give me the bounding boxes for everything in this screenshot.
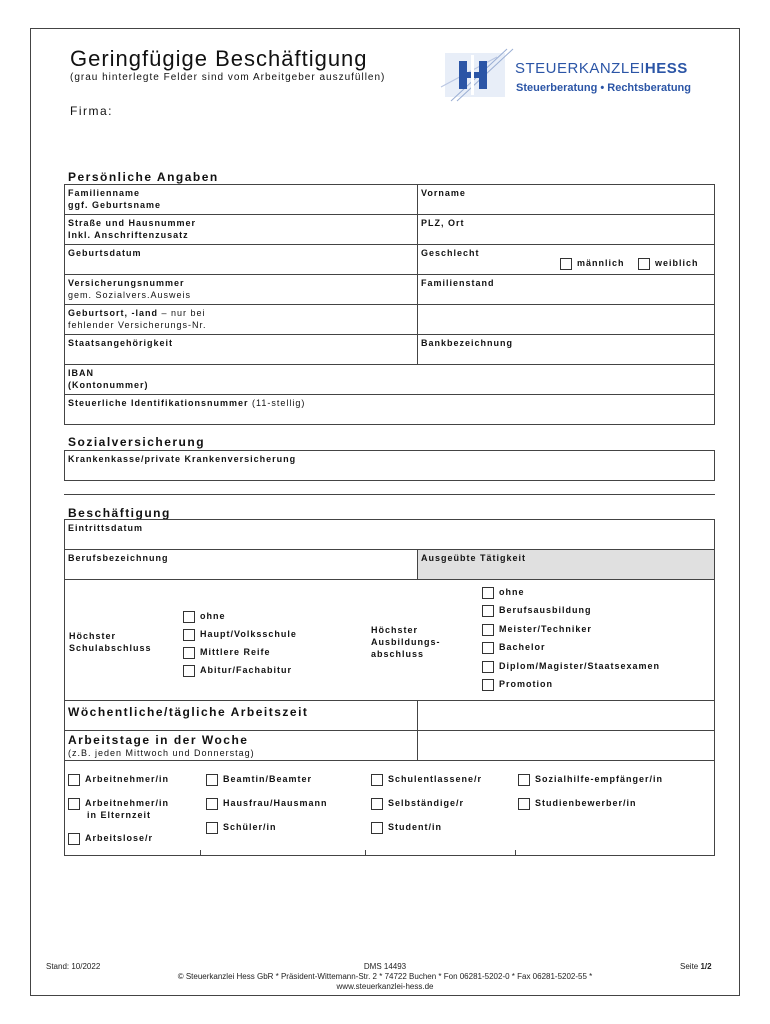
checkbox-box[interactable] [183,665,195,677]
checkbox-box[interactable] [68,833,80,845]
field-arbeitszeit[interactable]: Wöchentliche/tägliche Arbeitszeit [64,700,418,731]
checkbox-box[interactable] [560,258,572,270]
section-title-employment: Beschäftigung [68,506,171,520]
field-arbeitszeit-value[interactable] [417,700,715,731]
field-vorname[interactable]: Vorname [417,184,715,215]
tick-mark [515,850,516,856]
checkbox-schul-haupt[interactable]: Haupt/Volksschule [183,627,297,641]
checkbox-box[interactable] [206,798,218,810]
ausbildung-label: Höchster Ausbildungs- abschluss [371,625,441,659]
checkbox-schulentlassene[interactable]: Schulentlassene/r [371,772,482,786]
divider [64,494,715,495]
field-geburtsdatum[interactable]: Geburtsdatum [64,244,418,275]
checkbox-ausb-ohne[interactable]: ohne [482,585,525,599]
schulabschluss-label: Höchster Schulabschluss [69,631,152,653]
field-taetigkeit[interactable]: Ausgeübte Tätigkeit [417,549,715,580]
field-geburtsort[interactable]: Geburtsort, -land – nur bei fehlender Versicherungs-Nr. [64,304,418,335]
field-iban[interactable]: IBAN (Kontonummer) [64,364,715,395]
checkbox-box[interactable] [206,774,218,786]
footer-web: www.steuerkanzlei-hess.de [336,982,434,991]
checkbox-box[interactable] [482,587,494,599]
field-staatsangehoerigkeit[interactable]: Staatsangehörigkeit [64,334,418,365]
checkbox-box[interactable] [183,629,195,641]
checkbox-box[interactable] [68,798,80,810]
checkbox-box[interactable] [638,258,650,270]
tick-mark [365,850,366,856]
checkbox-box[interactable] [68,774,80,786]
checkbox-schul-mittlere[interactable]: Mittlere Reife [183,645,271,659]
field-strasse[interactable]: Straße und Hausnummer Inkl. Anschriftenzusatz [64,214,418,245]
checkbox-box[interactable] [371,774,383,786]
field-familienname[interactable]: Familienname ggf. Geburtsname [64,184,418,215]
checkbox-student[interactable]: Student/in [371,820,442,834]
checkbox-selbstaendige[interactable]: Selbständige/r [371,796,464,810]
field-arbeitstage-value[interactable] [417,730,715,761]
checkbox-box[interactable] [183,647,195,659]
checkbox-box[interactable] [482,624,494,636]
checkbox-box[interactable] [482,661,494,673]
section-title-personal: Persönliche Angaben [68,170,219,184]
checkbox-ausb-berufsausbildung[interactable]: Berufsausbildung [482,603,592,617]
checkbox-studienbewerber[interactable]: Studienbewerber/in [518,796,637,810]
checkbox-sozialhilfe[interactable]: Sozialhilfe-empfänger/in [518,772,663,786]
field-krankenkasse[interactable]: Krankenkasse/private Krankenversicherung [64,450,715,481]
checkbox-box[interactable] [482,679,494,691]
checkbox-ausb-diplom[interactable]: Diplom/Magister/Staatsexamen [482,659,660,673]
elternzeit-label: in Elternzeit [87,810,152,820]
field-bankbezeichnung[interactable]: Bankbezeichnung [417,334,715,365]
checkbox-arbeitnehmer[interactable]: Arbeitnehmer/in [68,772,169,786]
field-arbeitstage[interactable]: Arbeitstage in der Woche (z.B. jeden Mittwoch und Donnerstag) [64,730,418,761]
checkbox-box[interactable] [518,798,530,810]
footer-page: Seite 1/2 [680,962,712,971]
firma-label: Firma: [70,104,113,118]
checkbox-schueler[interactable]: Schüler/in [206,820,277,834]
field-plz-ort[interactable]: PLZ, Ort [417,214,715,245]
field-eintrittsdatum[interactable]: Eintrittsdatum [64,519,715,550]
checkbox-ausb-meister[interactable]: Meister/Techniker [482,622,592,636]
logo-wordmark: STEUERKANZLEIHESS [515,60,688,77]
checkbox-box[interactable] [482,642,494,654]
checkbox-hausfrau[interactable]: Hausfrau/Hausmann [206,796,328,810]
page-title: Geringfügige Beschäftigung [70,46,368,71]
page-subtitle: (grau hinterlegte Felder sind vom Arbeitgeber auszufüllen) [70,72,386,83]
checkbox-box[interactable] [518,774,530,786]
checkbox-box[interactable] [206,822,218,834]
checkbox-box[interactable] [371,822,383,834]
checkbox-maennlich[interactable]: männlich [560,256,625,270]
field-steuer-id[interactable]: Steuerliche Identifikationsnummer (11-stellig) [64,394,715,425]
tick-mark [200,850,201,856]
checkbox-beamtin[interactable]: Beamtin/Beamter [206,772,312,786]
footer-dms: DMS 14493 [363,962,407,971]
checkbox-ausb-promotion[interactable]: Promotion [482,677,553,691]
field-geschlecht: Geschlecht [417,244,715,275]
footer-copyright: © Steuerkanzlei Hess GbR * Präsident-Wittemann-Str. 2 * 74722 Buchen * Fon 06281-5202-0 * Fax 06281-5202-55 * [177,972,593,981]
footer-stand: Stand: 10/2022 [46,962,101,971]
section-title-social: Sozialversicherung [68,435,206,449]
checkbox-schul-ohne[interactable]: ohne [183,609,226,623]
checkbox-ausb-bachelor[interactable]: Bachelor [482,640,546,654]
field-berufsbezeichnung[interactable]: Berufsbezeichnung [64,549,418,580]
checkbox-box[interactable] [371,798,383,810]
field-versicherungsnummer[interactable]: Versicherungsnummer gem. Sozialvers.Ausweis [64,274,418,305]
checkbox-arbeitnehmer-elternzeit[interactable]: Arbeitnehmer/in [68,796,169,810]
field-geburtsort-value[interactable] [417,304,715,335]
checkbox-schul-abitur[interactable]: Abitur/Fachabitur [183,663,292,677]
checkbox-box[interactable] [183,611,195,623]
logo-tagline: Steuerberatung • Rechtsberatung [516,82,691,94]
checkbox-arbeitslose[interactable]: Arbeitslose/r [68,831,153,845]
checkbox-weiblich[interactable]: weiblich [638,256,699,270]
field-familienstand[interactable]: Familienstand [417,274,715,305]
checkbox-box[interactable] [482,605,494,617]
